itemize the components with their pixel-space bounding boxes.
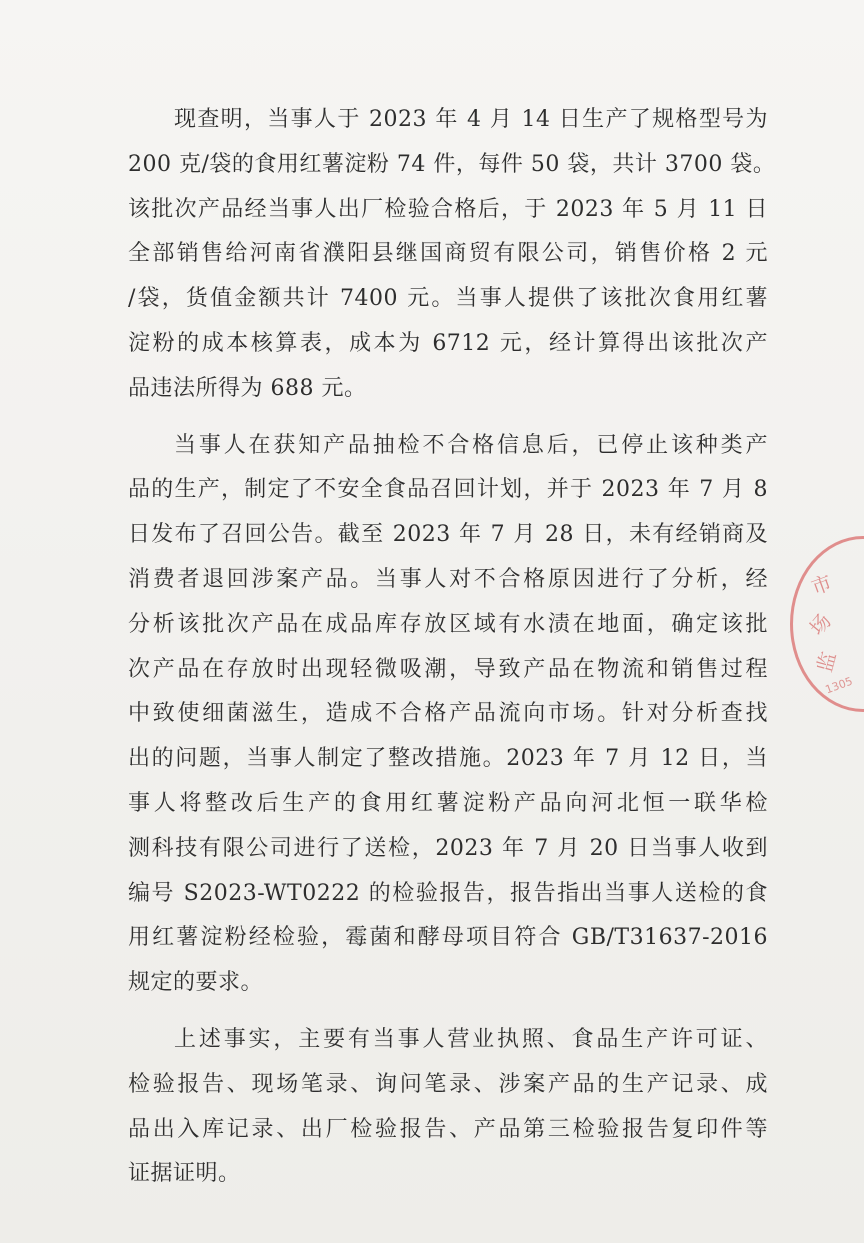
text-line: 次产品在存放时出现轻微吸潮，导致产品在物流和销售过程 [128, 656, 768, 682]
text-line: 规定的要求。 [128, 970, 264, 996]
text-line: 品出入库记录、出厂检验报告、产品第三检验报告复印件等 [128, 1116, 768, 1142]
text-line: /袋，货值金额共计 7400 元。当事人提供了该批次食用红薯 [128, 286, 768, 312]
paragraph [128, 424, 768, 1006]
paragraph [128, 98, 776, 412]
seal-number: 1305 [823, 674, 855, 697]
text-line: 该批次产品经当事人出厂检验合格后，于 2023 年 5 月 11 日 [128, 196, 768, 222]
text-line: 当事人在获知产品抽检不合格信息后，已停止该种类产 [174, 432, 768, 458]
text-line: 上述事实，主要有当事人营业执照、食品生产许可证、 [174, 1026, 768, 1052]
seal-char: 市 [808, 570, 836, 600]
paragraph [128, 1018, 768, 1197]
document-body [128, 98, 776, 1209]
text-line: 全部销售给河南省濮阳县继国商贸有限公司，销售价格 2 元 [128, 241, 768, 267]
official-seal [790, 536, 864, 712]
text-line: 现查明，当事人于 2023 年 4 月 14 日生产了规格型号为 [174, 107, 768, 132]
text-line: 编号 S2023-WT0222 的检验报告，报告指出当事人送检的食 [128, 880, 768, 906]
text-line: 分析该批次产品在成品库存放区域有水渍在地面，确定该批 [128, 611, 768, 637]
text-line: 日发布了召回公告。截至 2023 年 7 月 28 日，未有经销商及 [128, 522, 768, 548]
text-line: 证据证明。 [128, 1161, 241, 1187]
text-line: 用红薯淀粉经检验，霉菌和酵母项目符合 GB/T31637-2016 [128, 925, 768, 951]
text-line: 事人将整改后生产的食用红薯淀粉产品向河北恒一联华检 [128, 790, 768, 816]
text-line: 消费者退回涉案产品。当事人对不合格原因进行了分析，经 [128, 566, 768, 592]
seal-char: 监 [812, 649, 841, 675]
text-line: 中致使细菌滋生，造成不合格产品流向市场。针对分析查找 [128, 701, 768, 727]
text-line: 测科技有限公司进行了送检，2023 年 7 月 20 日当事人收到 [128, 835, 768, 861]
text-line: 淀粉的成本核算表，成本为 6712 元，经计算得出该批次产 [128, 330, 768, 356]
seal-char: 场 [804, 609, 836, 640]
text-line: 品违法所得为 688 元。 [128, 375, 367, 401]
text-line: 品的生产，制定了不安全食品召回计划，并于 2023 年 7 月 8 [128, 477, 768, 503]
text-line: 200 克/袋的食用红薯淀粉 74 件，每件 50 袋，共计 3700 袋。 [128, 151, 776, 177]
text-line: 出的问题，当事人制定了整改措施。2023 年 7 月 12 日，当 [128, 746, 768, 772]
text-line: 检验报告、现场笔录、询问笔录、涉案产品的生产记录、成 [128, 1071, 768, 1097]
